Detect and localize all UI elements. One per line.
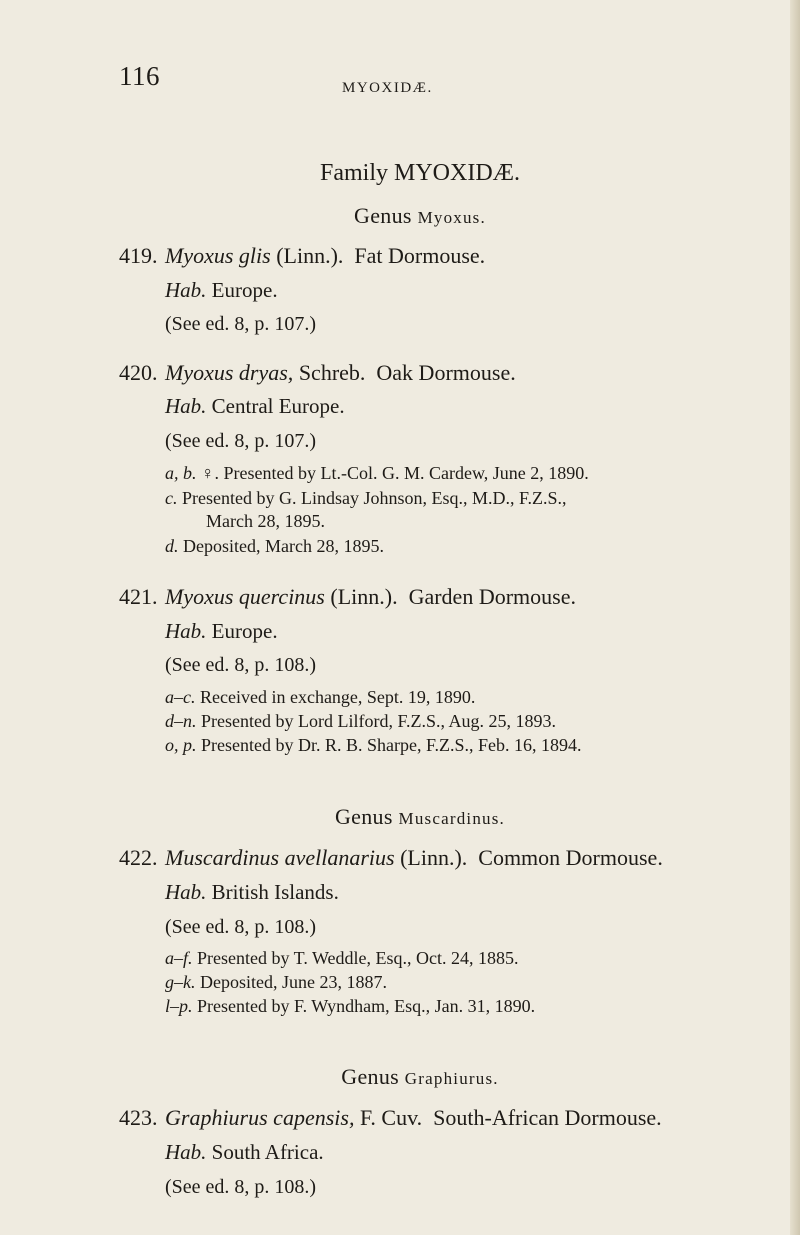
species-entry-422 (119, 845, 663, 871)
species-authority: (Linn.). (330, 584, 398, 609)
species-name: Myoxus quercinus (165, 584, 325, 609)
specimen-text: Presented by Lord Lilford, F.Z.S., Aug. 25, 1893. (201, 711, 557, 731)
entry-number: 423. (119, 1105, 158, 1130)
specimen-text: ♀. Presented by Lt.-Col. G. M. Cardew, June 2, 1890. (201, 463, 589, 483)
specimen-line (165, 735, 582, 756)
genus-heading-muscardinus (0, 804, 800, 830)
genus-name: Myoxus. (417, 208, 486, 227)
entry-number: 419. (119, 243, 158, 268)
species-name: Graphiurus capensis, (165, 1105, 355, 1130)
common-name: Oak Dormouse. (376, 360, 516, 385)
specimen-line (165, 996, 535, 1017)
page-number: 116 (119, 61, 160, 91)
edition-reference: (See ed. 8, p. 108.) (165, 654, 317, 676)
specimen-continuation: March 28, 1895. (206, 511, 325, 531)
genus-label: Genus (341, 1064, 399, 1089)
specimen-key: g–k. (165, 972, 196, 992)
species-authority: F. Cuv. (359, 1105, 423, 1130)
species-authority: Schreb. (298, 360, 366, 385)
entry-number: 421. (119, 584, 158, 609)
habitat-line (165, 278, 278, 303)
genus-name: Muscardinus. (398, 809, 505, 828)
habitat: Europe. (211, 619, 278, 643)
genus-label: Genus (354, 203, 412, 228)
hab-label: Hab. (165, 880, 207, 904)
specimen-key: o, p. (165, 735, 197, 755)
species-entry-420 (119, 360, 516, 386)
entry-number: 420. (119, 360, 158, 385)
specimen-line (165, 687, 475, 708)
habitat: South Africa. (211, 1140, 324, 1164)
species-entry-423 (119, 1105, 662, 1131)
species-entry-421 (119, 584, 576, 610)
species-name: Myoxus dryas, (165, 360, 294, 385)
family-title: Family MYOXIDÆ. (319, 160, 520, 186)
specimen-text: Presented by Dr. R. B. Sharpe, F.Z.S., Feb. 16, 1894. (201, 735, 582, 755)
edition-reference: (See ed. 8, p. 108.) (165, 1176, 317, 1198)
hab-label: Hab. (165, 619, 207, 643)
genus-name: Graphiurus. (404, 1069, 499, 1088)
specimen-key: a–c. (165, 687, 196, 707)
specimen-line (165, 711, 556, 732)
species-authority: (Linn.). (276, 243, 344, 268)
running-head: MYOXIDÆ. (342, 80, 433, 96)
hab-label: Hab. (165, 278, 207, 302)
habitat-line (165, 880, 339, 905)
species-name: Muscardinus avellanarius (165, 845, 395, 870)
specimen-key: a–f. (165, 948, 193, 968)
edition-reference: (See ed. 8, p. 107.) (165, 430, 317, 452)
habitat-line (165, 619, 278, 644)
specimen-line (165, 488, 567, 509)
genus-heading-myoxus (0, 203, 800, 229)
species-entry-419 (119, 243, 485, 269)
specimen-text: Deposited, June 23, 1887. (200, 972, 387, 992)
species-authority: (Linn.). (400, 845, 468, 870)
common-name: Common Dormouse. (478, 845, 663, 870)
specimen-key: c. (165, 488, 178, 508)
specimen-text: Presented by T. Weddle, Esq., Oct. 24, 1885. (197, 948, 519, 968)
edition-reference: (See ed. 8, p. 108.) (165, 916, 317, 938)
specimen-line (165, 972, 387, 993)
entry-number: 422. (119, 845, 158, 870)
specimen-key: d–n. (165, 711, 197, 731)
specimen-text: Deposited, March 28, 1895. (183, 536, 384, 556)
hab-label: Hab. (165, 394, 207, 418)
common-name: South-African Dormouse. (433, 1105, 662, 1130)
edition-reference: (See ed. 8, p. 107.) (165, 313, 317, 335)
genus-heading-graphiurus (0, 1064, 800, 1090)
common-name: Fat Dormouse. (354, 243, 486, 268)
habitat: Europe. (211, 278, 278, 302)
specimen-line (165, 948, 519, 969)
habitat-line (165, 1140, 324, 1165)
habitat-line (165, 394, 345, 419)
specimen-key: a, b. (165, 463, 197, 483)
specimen-line (165, 463, 589, 484)
specimen-text: Presented by G. Lindsay Johnson, Esq., M.D., F.Z.S., (182, 488, 567, 508)
specimen-text: Presented by F. Wyndham, Esq., Jan. 31, 1890. (197, 996, 536, 1016)
species-name: Myoxus glis (165, 243, 271, 268)
specimen-key: l–p. (165, 996, 193, 1016)
common-name: Garden Dormouse. (408, 584, 576, 609)
specimen-key: d. (165, 536, 179, 556)
specimen-line (165, 536, 384, 557)
habitat: British Islands. (211, 880, 339, 904)
genus-label: Genus (334, 804, 393, 829)
specimen-text: Received in exchange, Sept. 19, 1890. (200, 687, 476, 707)
hab-label: Hab. (165, 1140, 207, 1164)
habitat: Central Europe. (211, 394, 345, 418)
